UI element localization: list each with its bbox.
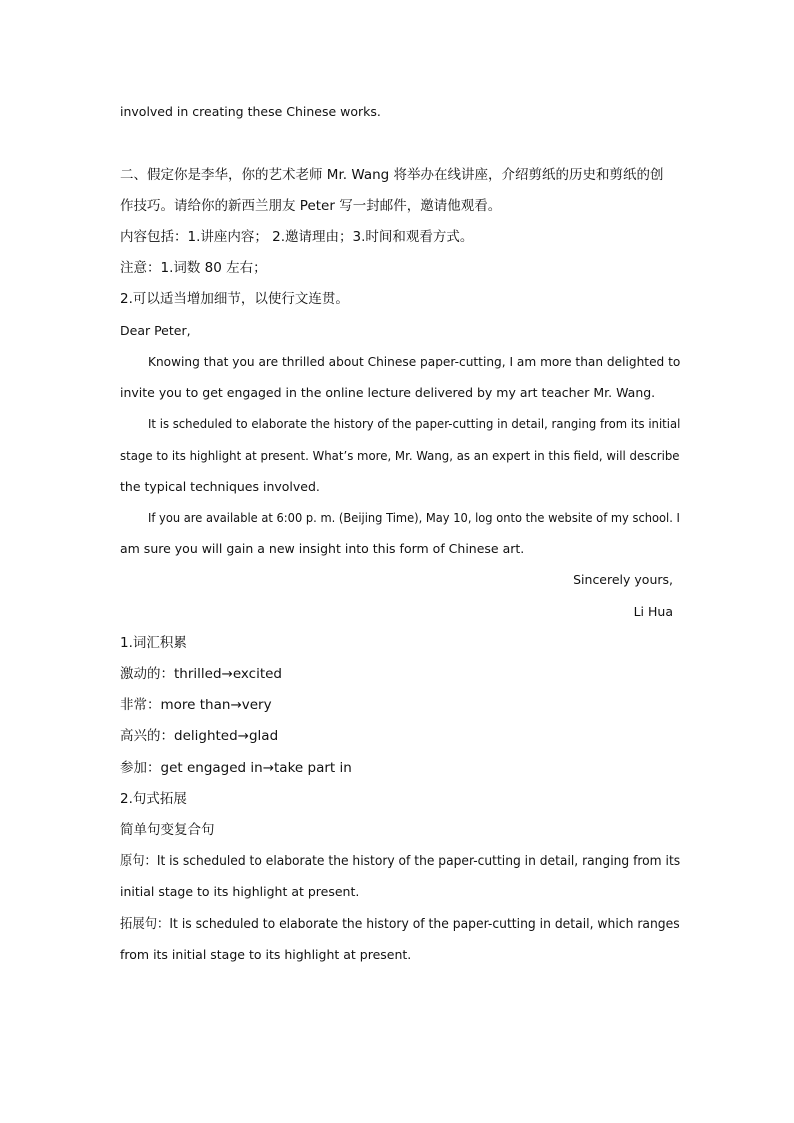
vocab-heading: 1.词汇积累 bbox=[120, 635, 187, 651]
expanded-sentence-line-2: from its initial stage to its highlight at present. bbox=[120, 947, 412, 962]
letter-paragraph-3-line-2: am sure you will gain a new insight into this form of Chinese art. bbox=[120, 541, 525, 556]
letter-signature: Li Hua bbox=[633, 604, 673, 619]
vocab-item: 参加：get engaged in→take part in bbox=[120, 760, 352, 776]
letter-greeting: Dear Peter, bbox=[120, 323, 191, 338]
vocab-item: 激动的：thrilled→excited bbox=[120, 666, 282, 682]
original-sentence-line-1: 原句：It is scheduled to elaborate the history of the paper-cutting in detail, ranging from its bbox=[120, 853, 681, 869]
sentence-subheading: 简单句变复合句 bbox=[120, 822, 215, 838]
letter-paragraph-2-line-3: the typical techniques involved. bbox=[120, 479, 320, 494]
task-content-points: 内容包括：1.讲座内容； 2.邀请理由；3.时间和观看方式。 bbox=[120, 229, 474, 245]
vocab-item: 高兴的：delighted→glad bbox=[120, 728, 279, 744]
original-sentence-line-2: initial stage to its highlight at present. bbox=[120, 884, 360, 899]
task-prompt-line-2: 作技巧。请给你的新西兰朋友 Peter 写一封邮件，邀请他观看。 bbox=[120, 198, 502, 214]
expanded-sentence-line-1: 拓展句：It is scheduled to elaborate the history of the paper-cutting in detail, which ranges bbox=[120, 916, 680, 932]
letter-paragraph-2-line-2: stage to its highlight at present. What’s more, Mr. Wang, as an expert in this field, will describe bbox=[120, 448, 680, 463]
letter-closing: Sincerely yours, bbox=[573, 572, 673, 587]
letter-paragraph-3-line-1: If you are available at 6:00 p. m. (Beijing Time), May 10, log onto the website of my school. I bbox=[148, 510, 680, 525]
sentence-heading: 2.句式拓展 bbox=[120, 791, 187, 807]
carryover-text: involved in creating these Chinese works. bbox=[120, 104, 381, 119]
letter-paragraph-1-line-2: invite you to get engaged in the online lecture delivered by my art teacher Mr. Wang. bbox=[120, 385, 656, 400]
letter-paragraph-1-line-1: Knowing that you are thrilled about Chinese paper-cutting, I am more than delighted to bbox=[148, 354, 681, 369]
task-prompt-line-1: 二、假定你是李华，你的艺术老师 Mr. Wang 将举办在线讲座，介绍剪纸的历史和剪纸的创 bbox=[120, 167, 664, 183]
vocab-item: 非常：more than→very bbox=[120, 697, 272, 713]
task-note-2: 2.可以适当增加细节，以使行文连贯。 bbox=[120, 291, 349, 307]
letter-paragraph-2-line-1: It is scheduled to elaborate the history of the paper-cutting in detail, ranging from its initial bbox=[148, 416, 681, 431]
task-note-1: 注意：1.词数 80 左右； bbox=[120, 260, 267, 276]
